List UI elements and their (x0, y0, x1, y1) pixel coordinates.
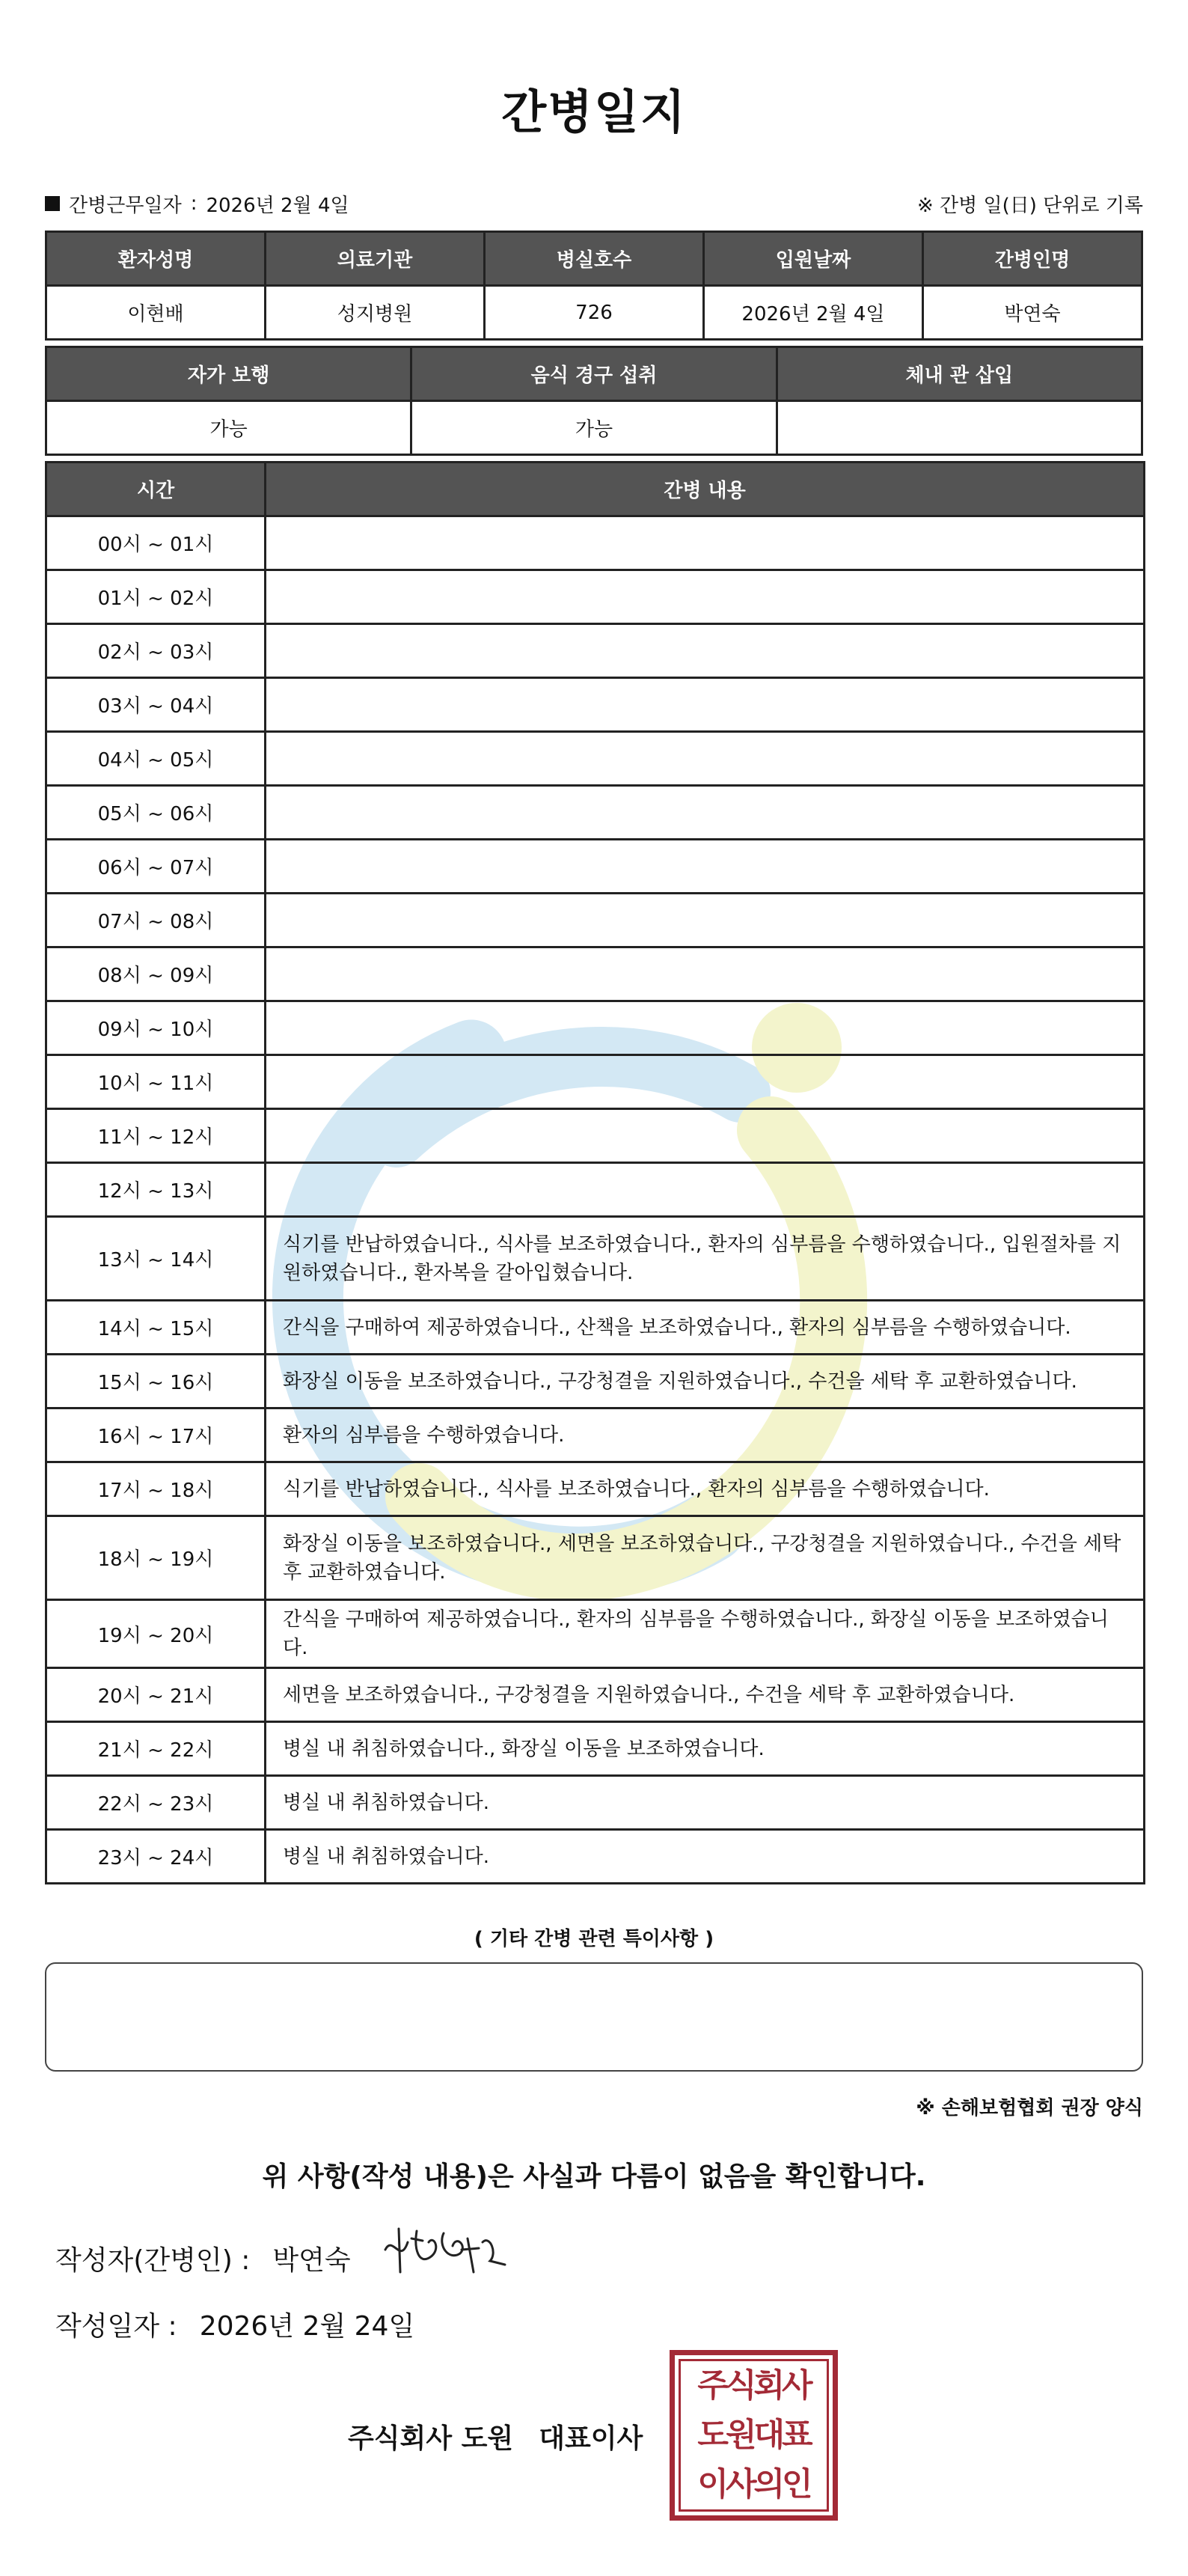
table-row (46, 1830, 1145, 1884)
work-date-row (45, 189, 1143, 219)
company-name: 주식회사 도원 (348, 2423, 514, 2454)
room-number: 726 (485, 286, 704, 340)
caregiver-name: 박연숙 (923, 286, 1142, 340)
care-content: 병실 내 취침하였습니다. (266, 1830, 1145, 1884)
table-row (46, 1055, 1145, 1109)
table-row (46, 1462, 1145, 1516)
care-content: 식기를 반납하였습니다., 식사를 보조하였습니다., 환자의 심부름을 수행하였습니다., 입원절차를 지원하였습니다., 환자복을 갈아입혔습니다. (266, 1217, 1145, 1301)
header-caregiver-name: 간병인명 (923, 232, 1142, 286)
table-row (46, 1355, 1145, 1408)
time-slot: 07시 ~ 08시 (46, 894, 266, 947)
table-row (46, 947, 1145, 1001)
header-hospital: 의료기관 (266, 232, 485, 286)
time-slot: 17시 ~ 18시 (46, 1462, 266, 1516)
table-row (46, 1600, 1145, 1668)
patient-status-table (45, 346, 1143, 456)
care-content (266, 1001, 1145, 1055)
care-content (266, 1163, 1145, 1217)
table-row (46, 1217, 1145, 1301)
seal-row: 주식회사 (697, 2366, 810, 2405)
care-content: 화장실 이동을 보조하였습니다., 세면을 보조하였습니다., 구강청결을 지원하였습니다., 수건을 세탁 후 교환하였습니다. (266, 1516, 1145, 1600)
table-row (46, 1301, 1145, 1355)
admission-date: 2026년 2월 4일 (704, 286, 923, 340)
table-row (46, 894, 1145, 947)
insurer-recommended-note: ※ 손해보험협회 권장 양식 (916, 2097, 1143, 2119)
care-content (266, 732, 1145, 786)
time-slot: 21시 ~ 22시 (46, 1722, 266, 1776)
care-content: 식기를 반납하였습니다., 식사를 보조하였습니다., 환자의 심부름을 수행하였습니다. (266, 1462, 1145, 1516)
care-content: 병실 내 취침하였습니다. (266, 1776, 1145, 1830)
table-row (46, 1109, 1145, 1163)
time-slot: 04시 ~ 05시 (46, 732, 266, 786)
care-content (266, 678, 1145, 732)
header-admission-date: 입원날짜 (704, 232, 923, 286)
time-slot: 20시 ~ 21시 (46, 1668, 266, 1722)
time-slot: 02시 ~ 03시 (46, 624, 266, 678)
oral-intake-value: 가능 (411, 401, 777, 455)
table-row (46, 1668, 1145, 1722)
time-slot: 23시 ~ 24시 (46, 1830, 266, 1884)
care-content: 환자의 심부름을 수행하였습니다. (266, 1408, 1145, 1462)
table-row (46, 1722, 1145, 1776)
care-content (266, 894, 1145, 947)
header-oral-intake: 음식 경구 섭취 (411, 347, 777, 401)
handwritten-signature (378, 2220, 512, 2287)
seal-row: 도원대표 (697, 2416, 810, 2454)
work-date-separator: : (190, 192, 198, 215)
time-slot: 00시 ~ 01시 (46, 516, 266, 570)
patient-name: 이현배 (46, 286, 266, 340)
time-slot: 16시 ~ 17시 (46, 1408, 266, 1462)
time-slot: 22시 ~ 23시 (46, 1776, 266, 1830)
table-row (46, 624, 1145, 678)
time-slot: 10시 ~ 11시 (46, 1055, 266, 1109)
header-tube-insertion: 체내 관 삽입 (777, 347, 1142, 401)
time-slot: 19시 ~ 20시 (46, 1600, 266, 1668)
time-slot: 14시 ~ 15시 (46, 1301, 266, 1355)
special-notes-box (45, 1962, 1143, 2072)
table-row (46, 1516, 1145, 1600)
page-title: 간병일지 (501, 85, 687, 139)
work-date-value: 2026년 2월 4일 (206, 194, 349, 217)
table-row (46, 1001, 1145, 1055)
care-content (266, 516, 1145, 570)
record-unit-note: ※ 간병 일(日) 단위로 기록 (916, 194, 1143, 217)
writer-name: 박연숙 (272, 2245, 351, 2276)
time-slot: 06시 ~ 07시 (46, 840, 266, 894)
self-walking-value: 가능 (46, 401, 411, 455)
care-content (266, 947, 1145, 1001)
hospital-name: 성지병원 (266, 286, 485, 340)
care-content: 세면을 보조하였습니다., 구강청결을 지원하였습니다., 수건을 세탁 후 교환하였습니다. (266, 1668, 1145, 1722)
company-line (348, 2417, 643, 2456)
seal-row: 이사의인 (697, 2465, 810, 2503)
tube-insertion-value (777, 401, 1142, 455)
care-content (266, 786, 1145, 840)
table-row (46, 840, 1145, 894)
care-content (266, 1109, 1145, 1163)
table-row (46, 1163, 1145, 1217)
time-slot: 03시 ~ 04시 (46, 678, 266, 732)
writer-line (55, 2239, 351, 2277)
care-content (266, 1055, 1145, 1109)
table-row (46, 1408, 1145, 1462)
care-log-table (45, 461, 1145, 1884)
header-patient-name: 환자성명 (46, 232, 266, 286)
header-self-walking: 자가 보행 (46, 347, 411, 401)
time-slot: 01시 ~ 02시 (46, 570, 266, 624)
header-care-content: 간병 내용 (266, 463, 1145, 516)
table-row (46, 570, 1145, 624)
care-content (266, 840, 1145, 894)
time-slot: 09시 ~ 10시 (46, 1001, 266, 1055)
bullet-square-icon (45, 196, 60, 211)
time-slot: 12시 ~ 13시 (46, 1163, 266, 1217)
table-row (46, 786, 1145, 840)
written-date-line (55, 2305, 414, 2343)
table-row (46, 1776, 1145, 1830)
confirmation-statement: 위 사항(작성 내용)은 사실과 다름이 없음을 확인합니다. (262, 2161, 926, 2192)
care-content: 간식을 구매하여 제공하였습니다., 환자의 심부름을 수행하였습니다., 화장실 이동을 보조하였습니다. (266, 1600, 1145, 1668)
care-content: 간식을 구매하여 제공하였습니다., 산책을 보조하였습니다., 환자의 심부름을 수행하였습니다. (266, 1301, 1145, 1355)
table-row (46, 516, 1145, 570)
work-date-label: 간병근무일자 (69, 194, 182, 217)
patient-info-table (45, 231, 1143, 341)
care-content (266, 570, 1145, 624)
time-slot: 11시 ~ 12시 (46, 1109, 266, 1163)
table-row (46, 678, 1145, 732)
time-slot: 13시 ~ 14시 (46, 1217, 266, 1301)
time-slot: 05시 ~ 06시 (46, 786, 266, 840)
header-time: 시간 (46, 463, 266, 516)
special-notes-title: ( 기타 간병 관련 특이사항 ) (474, 1928, 714, 1950)
company-seal-stamp (670, 2350, 838, 2521)
care-content: 화장실 이동을 보조하였습니다., 구강청결을 지원하였습니다., 수건을 세탁 후 교환하였습니다. (266, 1355, 1145, 1408)
time-slot: 15시 ~ 16시 (46, 1355, 266, 1408)
time-slot: 08시 ~ 09시 (46, 947, 266, 1001)
header-room-number: 병실호수 (485, 232, 704, 286)
writer-label: 작성자(간병인) : (55, 2245, 251, 2276)
care-content (266, 624, 1145, 678)
written-date-value: 2026년 2월 24일 (199, 2311, 415, 2342)
written-date-label: 작성일자 : (55, 2311, 177, 2342)
time-slot: 18시 ~ 19시 (46, 1516, 266, 1600)
table-row (46, 732, 1145, 786)
company-representative-title: 대표이사 (539, 2423, 643, 2454)
care-content: 병실 내 취침하였습니다., 화장실 이동을 보조하였습니다. (266, 1722, 1145, 1776)
